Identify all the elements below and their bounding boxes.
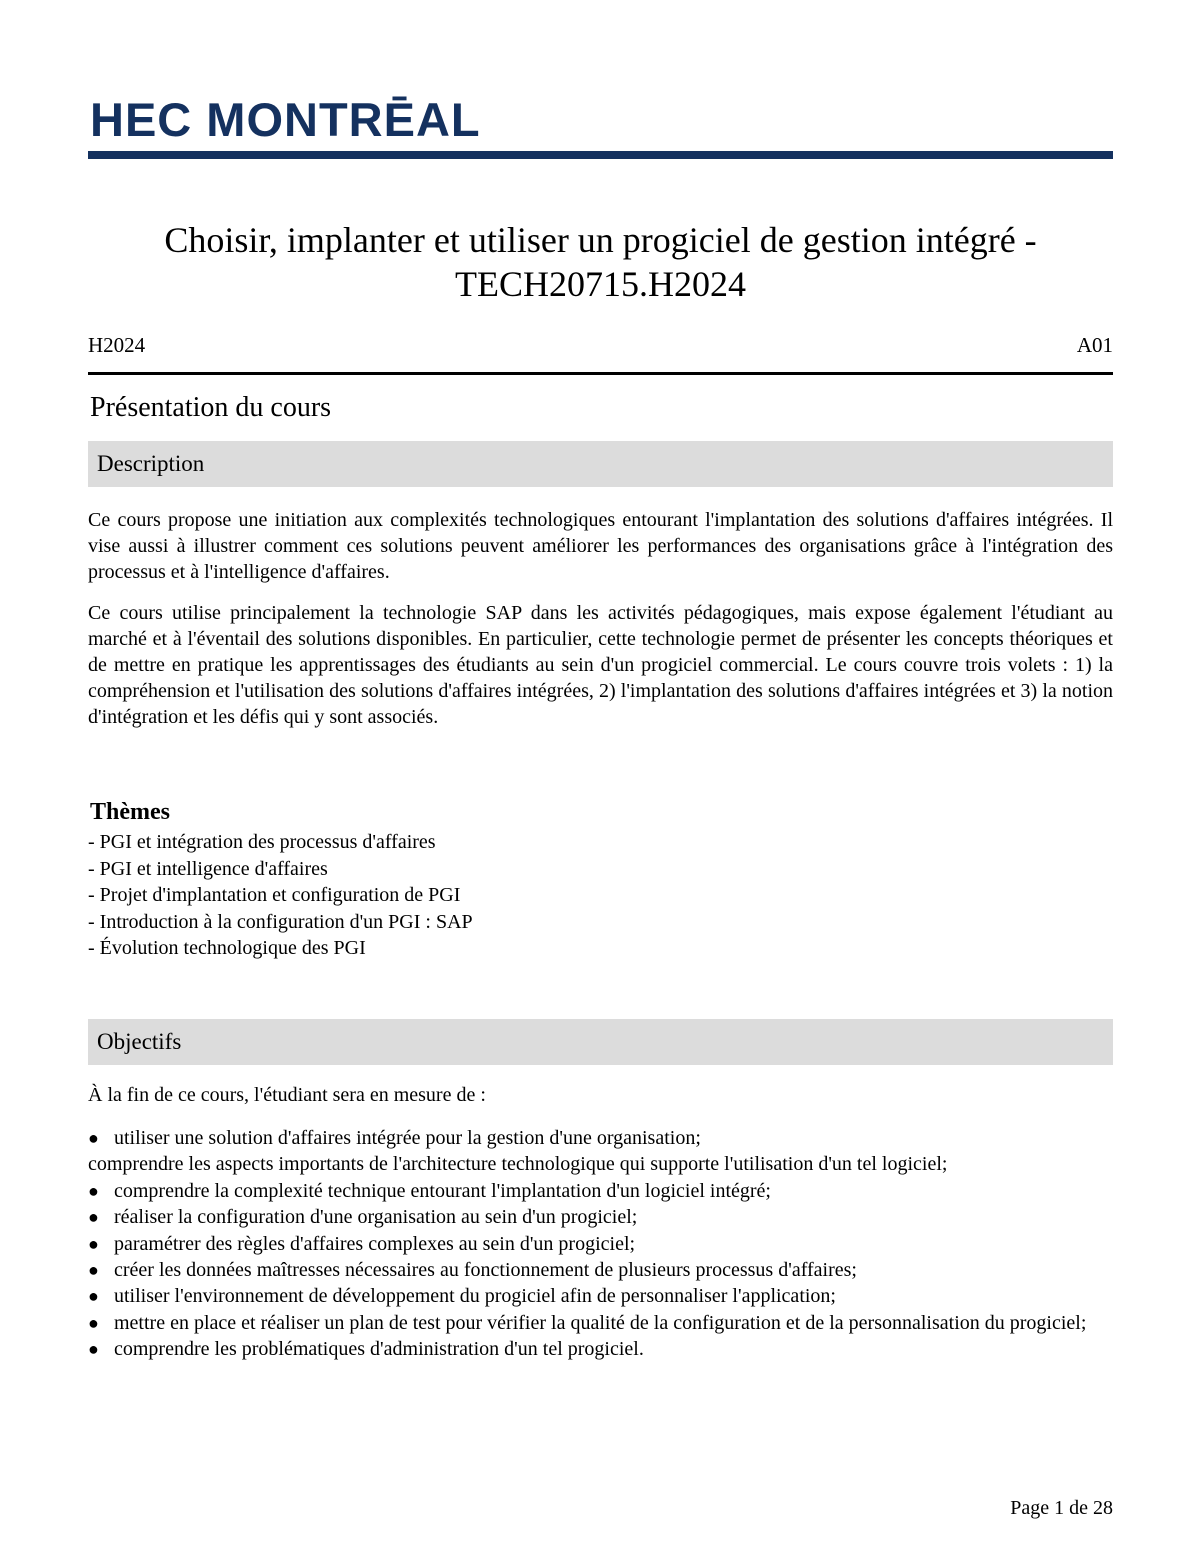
bullet-icon: ● [88, 1260, 99, 1281]
theme-item: - Projet d'implantation et configuration de PGI [88, 884, 461, 906]
group-label: A01 [1076, 333, 1113, 357]
description-band: Description [88, 441, 1113, 487]
objective-item: ● mettre en place et réaliser un plan de test pour vérifier la qualité de la configuration et de la personnalisation du progiciel; [88, 1310, 1113, 1336]
description-paragraph-1: Ce cours propose une initiation aux complexités technologiques entourant l'implantation des solutions d'affaires intégrées. Il vise aussi à illustrer comment ces solutions peuvent améliorer les performances des organisations grâce à l'intégration des processus et à l'intelligence d'affaires. [88, 509, 1113, 583]
objectives-intro: À la fin de ce cours, l'étudiant sera en mesure de : [88, 1084, 486, 1106]
theme-item: - Évolution technologique des PGI [88, 937, 366, 959]
bullet-icon: ● [88, 1312, 99, 1333]
objectives-list [88, 1125, 1113, 1363]
page-number: Page 1 de 28 [1010, 1497, 1113, 1519]
bullet-icon: ● [88, 1286, 99, 1307]
bullet-icon: ● [88, 1339, 99, 1360]
theme-item: - PGI et intelligence d'affaires [88, 857, 328, 880]
themes-heading: Thèmes [90, 799, 170, 825]
themes-list [88, 829, 473, 962]
logo-divider [88, 151, 1113, 159]
hec-montreal-logo: HEC MONTRĒAL [90, 93, 481, 146]
objectives-band: Objectifs [88, 1019, 1113, 1065]
theme-item: - Introduction à la configuration d'un PGI : SAP [88, 910, 473, 933]
objective-item: ● comprendre la complexité technique entourant l'implantation d'un logiciel intégré; [88, 1178, 1113, 1204]
description-paragraph-2: Ce cours utilise principalement la technologie SAP dans les activités pédagogiques, mais expose également l'étudiant au marché et à l'éventail des solutions disponibles. En particulier, cette technologie permet de présenter les concepts théoriques et de mettre en pratique les apprentissages des étudiants au sein d'un progiciel commercial. Le cours couvre trois volets : 1) la compréhension et l'utilisation des solutions d'affaires intégrées, 2) l'implantation des solutions d'affaires intégrées et 3) la notion d'intégration et les défis qui y sont associés. [88, 602, 1113, 728]
bullet-icon: ● [88, 1233, 99, 1254]
document-page [88, 0, 1113, 1553]
bullet-icon: ● [88, 1180, 99, 1201]
course-title-line1: Choisir, implanter et utiliser un progiciel de gestion intégré - [164, 220, 1037, 260]
theme-item: - PGI et intégration des processus d'affaires [88, 831, 436, 853]
objective-item: comprendre les aspects importants de l'architecture technologique qui supporte l'utilisation d'un tel logiciel; [88, 1153, 948, 1176]
session-label: H2024 [88, 333, 146, 357]
presentation-heading: Présentation du cours [90, 392, 332, 423]
objective-item: ● utiliser l'environnement de développement du progiciel afin de personnaliser l'application; [88, 1283, 1113, 1309]
course-title-line2: TECH20715.H2024 [455, 264, 746, 304]
header-rule [88, 372, 1113, 375]
bullet-icon: ● [88, 1207, 99, 1228]
course-title [88, 218, 1113, 306]
objective-item: ● comprendre les problématiques d'administration d'un tel progiciel. [88, 1336, 1113, 1362]
objective-item: ● utiliser une solution d'affaires intégrée pour la gestion d'une organisation; [88, 1125, 1113, 1151]
objective-item: ● paramétrer des règles d'affaires complexes au sein d'un progiciel; [88, 1231, 1113, 1257]
objective-item: ● créer les données maîtresses nécessaires au fonctionnement de plusieurs processus d'affaires; [88, 1257, 1113, 1283]
objective-item: ● réaliser la configuration d'une organisation au sein d'un progiciel; [88, 1204, 1113, 1230]
bullet-icon: ● [88, 1128, 99, 1148]
